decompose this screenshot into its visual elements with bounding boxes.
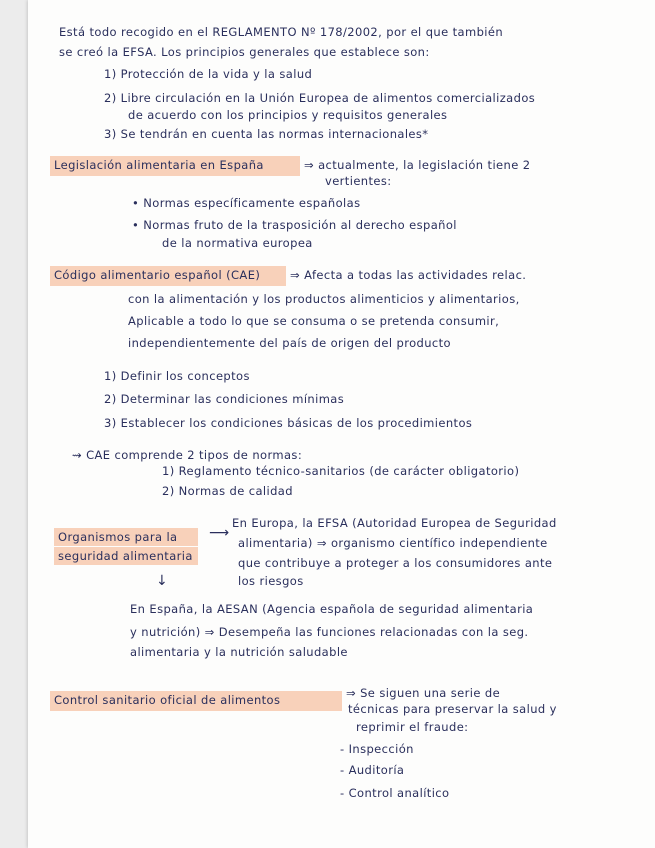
legislacion-bullet-2-cont: de la normativa europea [162,236,313,250]
cae-heading: Código alimentario español (CAE) [54,268,261,282]
organismos-espana-1: En España, la AESAN (Agencia española de seguridad alimentaria [130,602,534,616]
cae-item-2: 2) Determinar las condiciones mínimas [104,392,345,406]
organismos-espana-2: y nutrición) ⇒ Desempeña las funciones relacionadas con la seg. [130,625,529,639]
intro-line-1: Está todo recogido en el REGLAMENTO Nº 178/2002, por el que también [59,25,504,39]
cae-line-1: ⇒ Afecta a todas las actividades relac. [290,268,527,282]
cae-item-1: 1) Definir los conceptos [104,369,250,383]
cae-line-2: con la alimentación y los productos alimenticios y alimentarios, [128,292,520,306]
intro-item-2: 2) Libre circulación en la Unión Europea de alimentos comercializados [104,91,536,105]
organismos-espana-3: alimentaria y la nutrición saludable [130,645,348,659]
legislacion-bullet-1-text: Normas específicamente españolas [143,196,361,210]
cae-tipo-2: 2) Normas de calidad [162,484,293,498]
arrow-down-icon: ↓ [156,573,169,589]
legislacion-text-2: vertientes: [325,174,392,188]
legislacion-bullet-1: • Normas específicamente españolas [132,196,361,210]
intro-item-2-cont: de acuerdo con los principios y requisitos generales [128,108,448,122]
cae-comprende: ⇝ CAE comprende 2 tipos de normas: [72,448,303,462]
control-line-3: reprimir el fraude: [356,720,469,734]
control-line-2: técnicas para preservar la salud y [348,702,557,716]
intro-item-3: 3) Se tendrán en cuenta las normas internacionales* [104,127,429,141]
notebook-page [28,0,655,848]
intro-item-1: 1) Protección de la vida y la salud [104,67,313,81]
organismos-heading-1: Organismos para la [58,530,178,544]
cae-tipo-1: 1) Reglamento técnico-sanitarios (de carácter obligatorio) [162,464,520,478]
organismos-europa-2: alimentaria) ⇒ organismo científico independiente [238,536,548,550]
control-item-1: - Inspección [340,742,414,756]
legislacion-text-1: ⇒ actualmente, la legislación tiene 2 [304,158,531,172]
cae-line-4: independientemente del país de origen del producto [128,336,451,350]
cae-item-3: 3) Establecer los condiciones básicas de los procedimientos [104,416,473,430]
organismos-europa-3: que contribuye a proteger a los consumidores ante [238,556,553,570]
control-line-1: ⇒ Se siguen una serie de [346,686,501,700]
legislacion-heading: Legislación alimentaria en España [54,158,264,172]
organismos-heading-2: seguridad alimentaria [58,549,193,563]
legislacion-bullet-2-text: Normas fruto de la trasposición al derecho español [143,218,457,232]
arrow-right-icon: ⟶ [209,525,230,541]
control-heading: Control sanitario oficial de alimentos [54,693,281,707]
control-item-2: - Auditoría [340,763,405,777]
intro-line-2: se creó la EFSA. Los principios generales que establece son: [59,45,430,59]
organismos-europa-4: los riesgos [238,574,304,588]
legislacion-bullet-2: • Normas fruto de la trasposición al derecho español [132,218,457,232]
organismos-europa-1: En Europa, la EFSA (Autoridad Europea de Seguridad [232,516,557,530]
cae-line-3: Aplicable a todo lo que se consuma o se pretenda consumir, [128,314,500,328]
control-item-3: - Control analítico [340,786,450,800]
